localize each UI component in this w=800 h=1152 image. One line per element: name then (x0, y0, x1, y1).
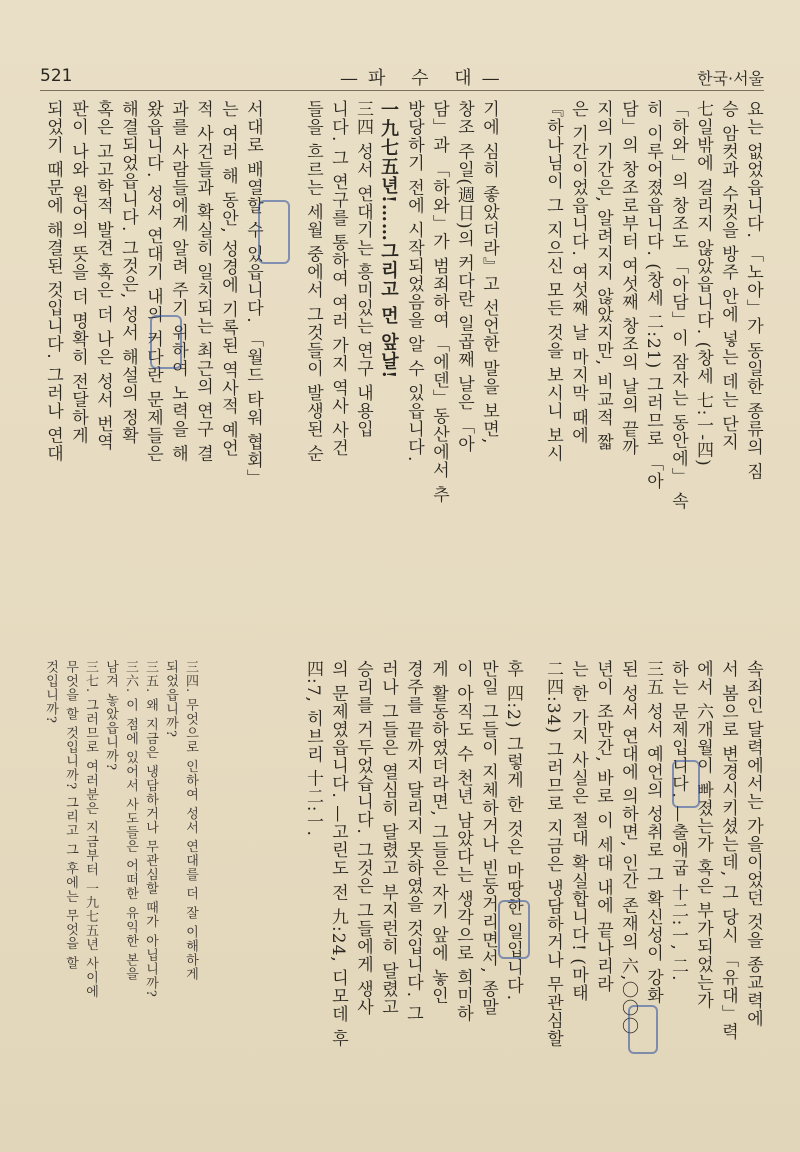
text-line: 후 四:2) 그렇게 한 것은 마땅한 일입니다. (503, 660, 523, 1002)
ink-circle-mark (258, 200, 290, 264)
text-line: 과를 사람들에게 알려 주기 위하여 노력을 해 (168, 100, 188, 463)
ink-circle-mark (672, 760, 700, 808)
running-title: —파 수 대— (340, 68, 510, 89)
header-rule (40, 90, 764, 91)
text-block-right (540, 100, 766, 640)
text-line: 는 한 가지 사실은 절대 확실합니다! (마태 (568, 660, 588, 1002)
text-line: 년이 조만간, 바로 이 세대 내에 끝나리라 (593, 660, 613, 993)
footnote-line: 三四. 무엇으로 인하여 성서 연대를 더 잘 이해하게 (183, 660, 198, 982)
text-line: 「하와」의 창조도 「아담」이 잠자는 동안에」 속 (668, 100, 688, 511)
text-line: 러나 그들은 열심히 달렸고 부지런히 달렸고 (378, 660, 398, 1017)
text-line: 속죄인 달력에서는 가을이었던 것을 종교력에 (743, 660, 763, 1028)
text-line: 에서 六개월이 빠졌는가 혹은 부가되었는가 (693, 660, 713, 1010)
text-line: 四:7, 히브리 十二:一. (303, 660, 323, 837)
article-text-right-3 (40, 100, 265, 640)
text-line: 경주를 끝까지 달리지 못하였을 것입니다. 그 (403, 660, 423, 1023)
text-line: 三五 성서 예언의 성취로 그 확신성이 강화 (643, 660, 663, 1005)
footnote-line: 남겨 놓았읍니까? (103, 660, 118, 772)
text-block-right-3 (40, 100, 290, 640)
location-label: 한국·서울 (697, 69, 764, 88)
section-heading: 一九七五년!……그리고 먼 앞날! (378, 100, 399, 380)
text-line: 창조 주일(週日)의 커다란 일곱째 날은 「아 (454, 100, 474, 454)
text-line: 의 문제였읍니다. —고린도 전 九:24, 디모데 후 (328, 660, 348, 1048)
footnotes-text (40, 660, 200, 1120)
text-line: 三四 성서 연대기는 흥미있는 연구 내용입 (353, 100, 373, 439)
ink-circle-mark (628, 1005, 658, 1054)
footnote-line: 것입니까? (43, 660, 58, 724)
ink-circle-mark (150, 315, 182, 369)
text-line: 승 암컷과 수컷을 방주 안에 넣는 데는 단지 (718, 100, 738, 451)
text-line: 서 봄으로 변경시키셨는데, 그 당시 「유대」력 (718, 660, 738, 1041)
text-line: 방당하기 전에 시작되었음을 알 수 있읍니다. (404, 100, 424, 463)
text-line: 지의 기간은, 알려지지 않았지만, 비교적 짧 (593, 100, 613, 451)
text-line: 이 아직도 수 천년 남았다는 생각으로 희미하 (453, 660, 473, 1023)
text-line: 는 여러 해 동안, 성경에 기록된 역사적 예언 (218, 100, 238, 458)
footnote-line: 되었읍니까? (163, 660, 178, 738)
text-line: 왔읍니다. 성서 연대기 내의 커다란 문제들은 (143, 100, 163, 463)
text-line: 담」의 창조로부터 여섯째 창조의 날의 끝까 (618, 100, 638, 457)
text-block-right-2 (300, 100, 528, 640)
footnote-line: 三六. 이 점에 있어서 사도들은 어떠한 유익한 본을 (123, 660, 138, 982)
text-line: 요는 없었읍니다. 「노아」가 동일한 종류의 짐 (743, 100, 763, 481)
text-line: 二四:34) 그러므로 지금은 냉담하거나 무관심할 (543, 660, 563, 1048)
footnote-line: 三七. 그러므로 여러분은 지금부터 一九七五년 사이에 (83, 660, 98, 999)
text-line: 서대로 배열할 수 있읍니다. 「월드 타워 협회」 (243, 100, 263, 487)
text-line: 기에 심히 좋았더라』고 선언한 말을 보면, (479, 100, 499, 445)
text-line: 해결되었읍니다. 그것은, 성서 해설의 정확 (118, 100, 138, 445)
text-line: 담」과 「하와」가 범죄하여 「에덴」동산에서 추 (429, 100, 449, 504)
text-line: 히 이루어졌읍니다. (창세 二:21) 그러므로 「아 (643, 100, 663, 491)
footnote-line: 무엇을 할 것입니까? 그리고 그 후에는 무엇을 할 (63, 660, 78, 970)
page-number: 521 (40, 66, 73, 86)
article-text-right-2 (300, 100, 501, 640)
text-line: 七일밖에 걸리지 않았읍니다. (창세 七:一-四) (693, 100, 713, 467)
ink-circle-mark (498, 900, 530, 959)
text-line: 만일 그들이 지체하거나 빈둥거리면서, 종말 (478, 660, 498, 1017)
text-line: 들을 흐르는 세월 중에서 그것들이 발생된 순 (303, 100, 323, 463)
text-line: 혹은 고고학적 발견 혹은 더 나은 성서 번역 (93, 100, 113, 451)
text-block-left (300, 660, 528, 1120)
text-line: 적 사건들과 확실히 일치되는 최근의 연구 결 (193, 100, 213, 463)
text-line: 『하나님이 그 지으신 모든 것을 보시니 보시 (543, 100, 563, 463)
text-line: 하는 문제입니다. —출애굽 十二:一, 二. (668, 660, 688, 982)
page-header (40, 60, 764, 90)
text-line: 게 활동하였더라면, 그들은 자기 앞에 놓인 (428, 660, 448, 1005)
footnote-line: 三五. 왜 지금은 냉담하거나 무관심할 때가 아닙니까? (143, 660, 158, 998)
text-line: 니다. 그 연구를 통하여 여러 가지 역사 사건 (328, 100, 348, 458)
text-line: 판이 나와 원어의 뜻을 더 명확히 전달하게 (68, 100, 88, 445)
footnotes-block (40, 660, 290, 1120)
article-text-left (300, 660, 525, 1120)
article-text-right (540, 100, 765, 640)
text-line: 승리를 거두었습니다. 그것은 그들에게 생사 (353, 660, 373, 1017)
text-line: 된 성서 연대에 의하면, 인간 존재의 六,〇〇〇 (618, 660, 638, 1036)
text-line: 은 기간이었읍니다. 여섯째 날 마지막 때에 (568, 100, 588, 445)
text-line: 되었기 때문에 해결된 것입니다. 그러나 연대 (43, 100, 63, 463)
